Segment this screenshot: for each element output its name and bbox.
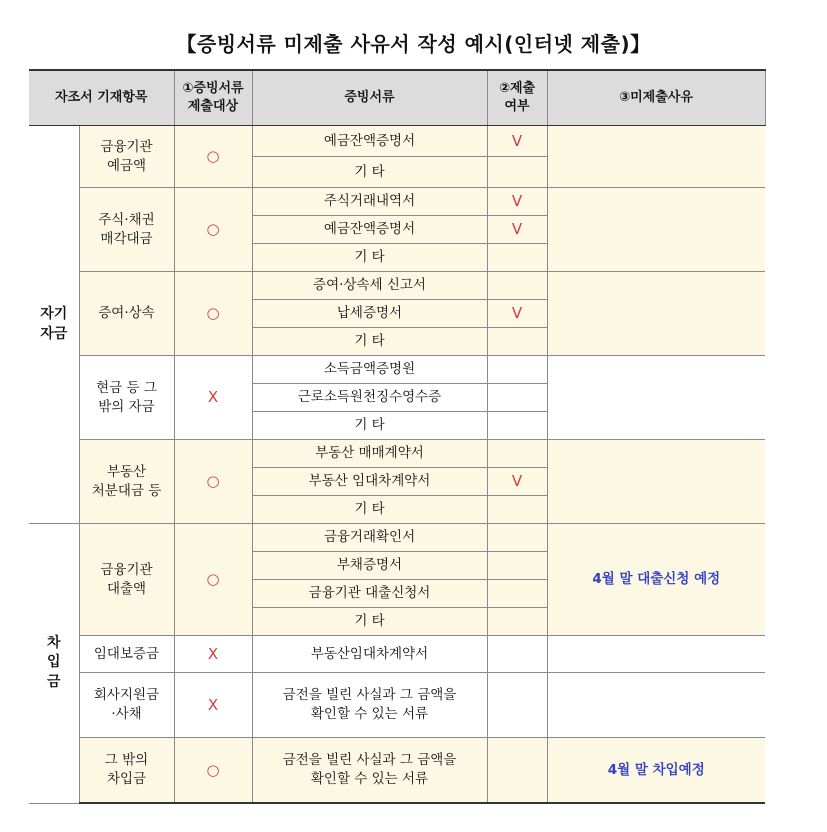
doc-cell: 예금잔액증명서 — [252, 126, 487, 157]
header-submitted: ②제출 여부 — [487, 70, 547, 126]
submitted-mark — [487, 157, 547, 188]
submitted-mark: V — [487, 126, 547, 157]
reason-other-borrow: 4월 말 차입예정 — [547, 738, 765, 804]
category-own-funds: 자기 자금 — [29, 126, 79, 524]
submitted-mark — [487, 608, 547, 636]
target-mark: ○ — [174, 126, 252, 188]
doc-cell: 기 타 — [252, 608, 487, 636]
reason-cell — [547, 188, 765, 272]
target-mark: ○ — [174, 440, 252, 524]
target-mark: ○ — [174, 188, 252, 272]
doc-cell: 부동산임대차계약서 — [252, 636, 487, 673]
submitted-mark — [487, 356, 547, 384]
table-row — [29, 356, 765, 384]
reason-loan: 4월 말 대출신청 예정 — [547, 524, 765, 636]
table-row — [29, 440, 765, 468]
target-mark: X — [174, 673, 252, 738]
table-row — [29, 738, 765, 804]
submitted-mark: V — [487, 216, 547, 244]
reason-cell — [547, 440, 765, 524]
table-row — [29, 636, 765, 673]
doc-cell: 금전을 빌린 사실과 그 금액을 확인할 수 있는 서류 — [252, 673, 487, 738]
submitted-mark: V — [487, 468, 547, 496]
item-realestate: 부동산 처분대금 등 — [79, 440, 174, 524]
item-gift: 증여·상속 — [79, 272, 174, 356]
doc-cell: 주식거래내역서 — [252, 188, 487, 216]
submitted-mark: V — [487, 188, 547, 216]
doc-cell: 부채증명서 — [252, 552, 487, 580]
doc-cell: 기 타 — [252, 496, 487, 524]
table-row — [29, 126, 765, 157]
target-mark: ○ — [174, 272, 252, 356]
table-row — [29, 188, 765, 216]
submitted-mark — [487, 272, 547, 300]
doc-cell: 기 타 — [252, 157, 487, 188]
reason-cell — [547, 636, 765, 673]
item-lease: 임대보증금 — [79, 636, 174, 673]
submitted-mark — [487, 552, 547, 580]
header-target: ①증빙서류 제출대상 — [174, 70, 252, 126]
doc-cell: 부동산 임대차계약서 — [252, 468, 487, 496]
doc-cell: 기 타 — [252, 244, 487, 272]
submitted-mark — [487, 412, 547, 440]
submitted-mark — [487, 440, 547, 468]
target-mark: X — [174, 356, 252, 440]
table-row — [29, 673, 765, 738]
header-reason: ③미제출사유 — [547, 70, 765, 126]
doc-cell: 근로소득원천징수영수증 — [252, 384, 487, 412]
doc-cell: 납세증명서 — [252, 300, 487, 328]
target-mark: ○ — [174, 738, 252, 804]
doc-cell: 부동산 매매계약서 — [252, 440, 487, 468]
reason-cell — [547, 272, 765, 356]
submitted-mark — [487, 244, 547, 272]
table-row — [29, 272, 765, 300]
doc-cell: 기 타 — [252, 328, 487, 356]
target-mark: X — [174, 636, 252, 673]
reason-cell — [547, 673, 765, 738]
submitted-mark — [487, 524, 547, 552]
doc-cell: 예금잔액증명서 — [252, 216, 487, 244]
submitted-mark — [487, 738, 547, 804]
evidence-table — [29, 69, 766, 804]
item-cash: 현금 등 그 밖의 자금 — [79, 356, 174, 440]
item-deposit: 금융기관 예금액 — [79, 126, 174, 188]
table-row — [29, 524, 765, 552]
submitted-mark — [487, 328, 547, 356]
doc-cell: 금융기관 대출신청서 — [252, 580, 487, 608]
submitted-mark — [487, 636, 547, 673]
submitted-mark — [487, 496, 547, 524]
submitted-mark — [487, 384, 547, 412]
category-borrowed: 차 입 금 — [29, 524, 79, 804]
item-loan: 금융기관 대출액 — [79, 524, 174, 636]
reason-cell — [547, 126, 765, 188]
doc-cell: 기 타 — [252, 412, 487, 440]
submitted-mark — [487, 580, 547, 608]
doc-cell: 금전을 빌린 사실과 그 금액을 확인할 수 있는 서류 — [252, 738, 487, 804]
header-row — [29, 70, 765, 126]
item-other-borrow: 그 밖의 차입금 — [79, 738, 174, 804]
submitted-mark — [487, 673, 547, 738]
header-docs: 증빙서류 — [252, 70, 487, 126]
doc-cell: 금융거래확인서 — [252, 524, 487, 552]
page-title: 【증빙서류 미제출 사유서 작성 예시(인터넷 제출)】 — [176, 32, 651, 56]
target-mark: ○ — [174, 524, 252, 636]
submitted-mark: V — [487, 300, 547, 328]
doc-cell: 증여·상속세 신고서 — [252, 272, 487, 300]
header-item: 자조서 기재항목 — [29, 70, 174, 126]
item-stocks: 주식·채권 매각대금 — [79, 188, 174, 272]
doc-cell: 소득금액증명원 — [252, 356, 487, 384]
reason-cell — [547, 356, 765, 440]
item-company: 회사지원금 ·사채 — [79, 673, 174, 738]
